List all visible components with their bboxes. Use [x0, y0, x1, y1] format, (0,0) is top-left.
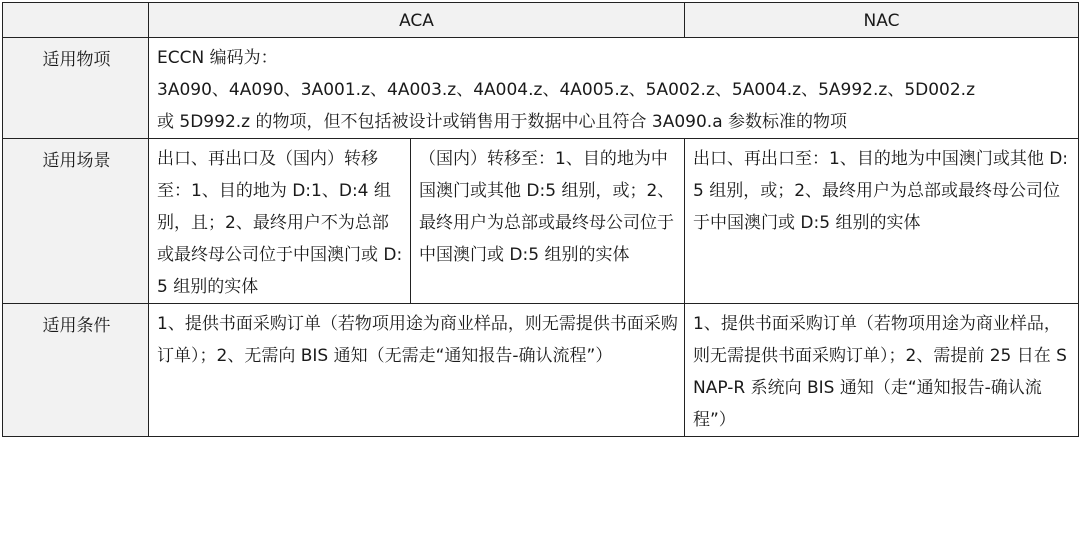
conditions-aca-cell: 1、提供书面采购订单（若物项用途为商业样品，则无需提供书面采购订单）；2、无需向 BIS 通知（无需走“通知报告-确认流程”）	[149, 304, 685, 437]
header-row	[3, 3, 1079, 38]
header-aca: ACA	[149, 3, 685, 38]
conditions-nac-cell: 1、提供书面采购订单（若物项用途为商业样品，则无需提供书面采购订单）；2、需提前 25 日在 SNAP-R 系统向 BIS 通知（走“通知报告-确认流程”）	[685, 304, 1079, 437]
items-line-3: 或 5D992.z 的物项，但不包括被设计或销售用于数据中心且符合 3A090.a 参数标准的物项	[157, 112, 848, 132]
scenarios-nac-cell: 出口、再出口至：1、目的地为中国澳门或其他 D:5 组别，或；2、最终用户为总部或最终母公司位于中国澳门或 D:5 组别的实体	[685, 139, 1079, 304]
row-label-items: 适用物项	[3, 38, 149, 139]
row-conditions	[3, 304, 1079, 437]
items-line-1: ECCN 编码为：	[157, 48, 278, 68]
header-nac: NAC	[685, 3, 1079, 38]
comparison-table	[2, 2, 1079, 437]
row-items	[3, 38, 1079, 139]
items-line-2: 3A090、4A090、3A001.z、4A003.z、4A004.z、4A005.z、5A002.z、5A004.z、5A992.z、5D002.z	[157, 80, 976, 100]
scenarios-aca-export-cell: 出口、再出口及（国内）转移至：1、目的地为 D:1、D:4 组别，且；2、最终用户不为总部或最终母公司位于中国澳门或 D:5 组别的实体	[149, 139, 411, 304]
scenarios-aca-transfer-cell: （国内）转移至：1、目的地为中国澳门或其他 D:5 组别，或；2、最终用户为总部或最终母公司位于中国澳门或 D:5 组别的实体	[411, 139, 685, 304]
row-scenarios	[3, 139, 1079, 304]
row-label-scenarios: 适用场景	[3, 139, 149, 304]
items-cell	[149, 38, 1079, 139]
row-label-conditions: 适用条件	[3, 304, 149, 437]
header-corner-cell	[3, 3, 149, 38]
